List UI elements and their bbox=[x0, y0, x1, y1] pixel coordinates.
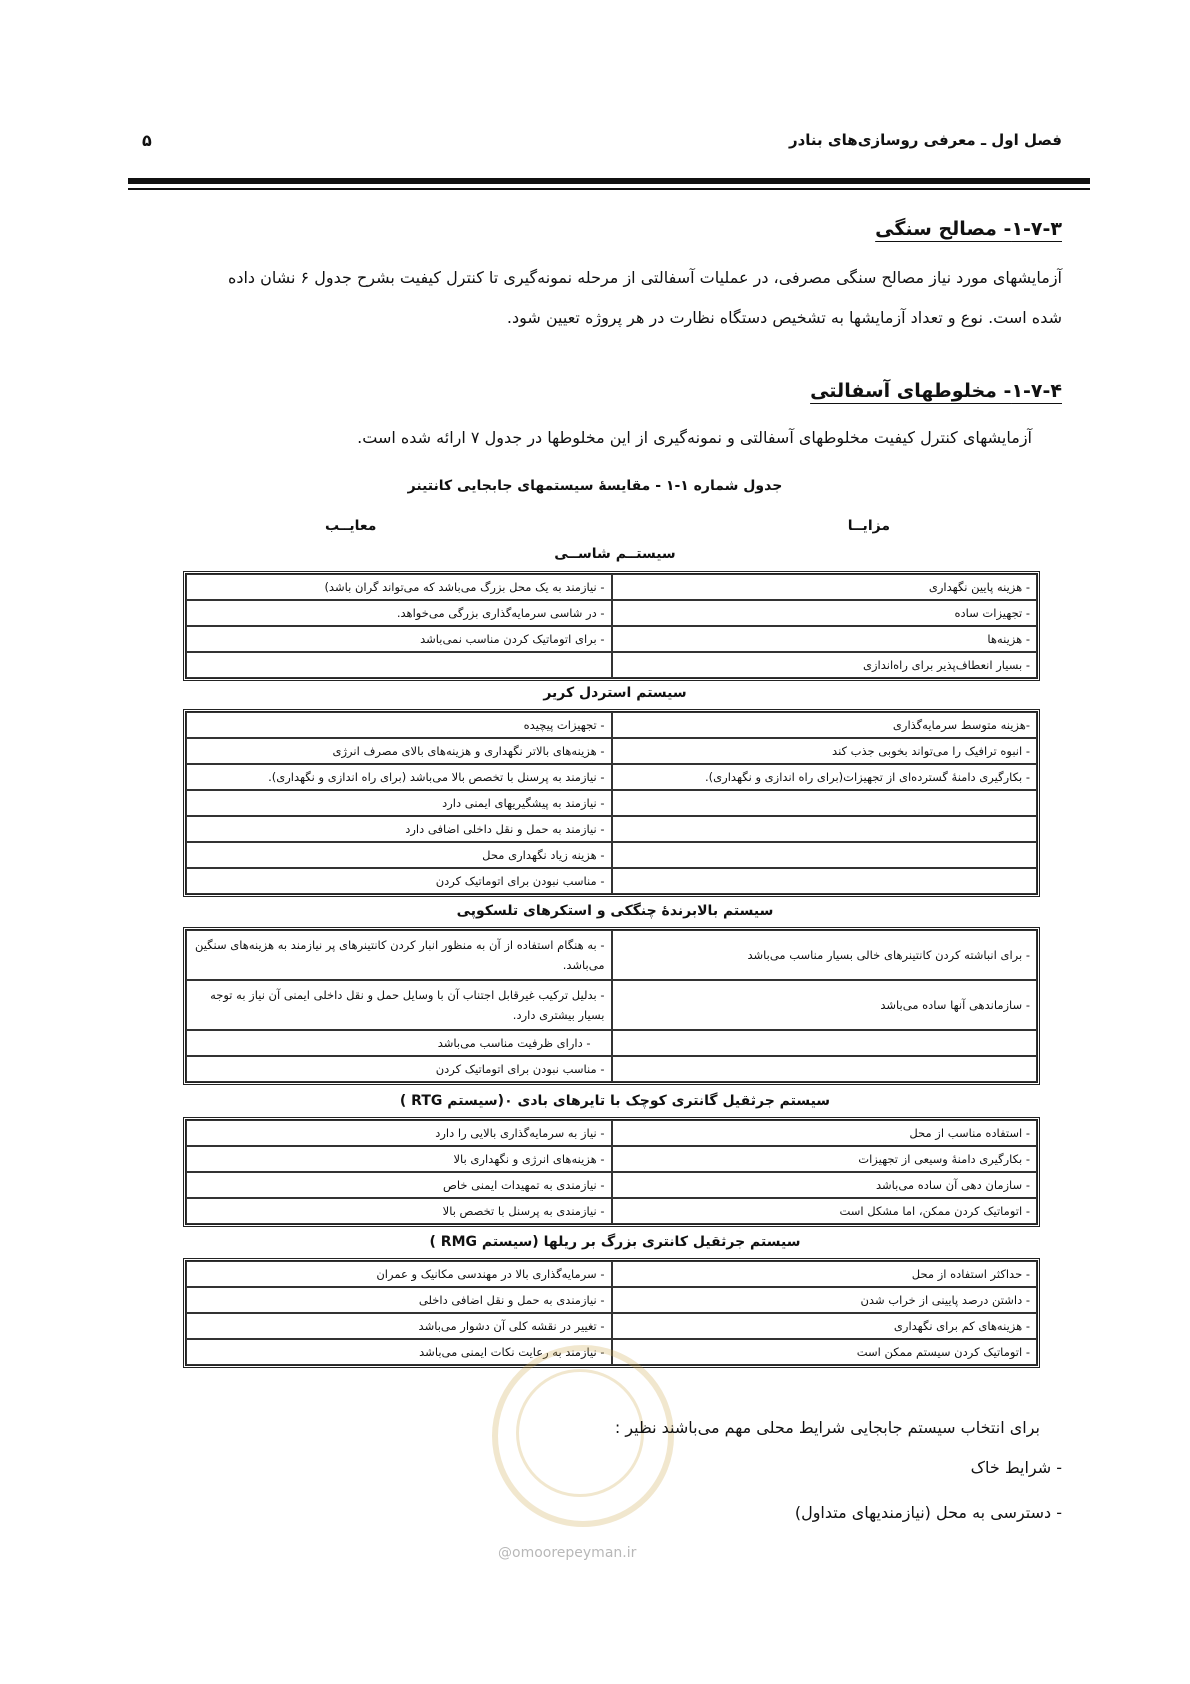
advantage-cell: - هزینه‌های کم برای نگهداری bbox=[612, 1313, 1038, 1339]
table-row bbox=[186, 764, 1037, 790]
column-header-advantages: مزایــا bbox=[847, 518, 890, 534]
disadvantage-cell: - تجهیزات پیچیده bbox=[186, 712, 612, 738]
advantage-cell bbox=[612, 1030, 1038, 1056]
paragraph-line: آزمایشهای کنترل کیفیت مخلوطهای آسفالتی و نمونه‌گیری از این مخلوطها در جدول ۷ ارائه شده است. bbox=[357, 428, 1032, 447]
advantage-cell: - برای انباشته کردن کانتینرهای خالی بسیار مناسب می‌باشد bbox=[612, 930, 1038, 980]
section-heading-asphalt-mixtures: ۱-۷-۴- مخلوطهای آسفالتی bbox=[810, 380, 1062, 402]
advantage-cell: - انبوه ترافیک را می‌تواند بخوبی جذب کند bbox=[612, 738, 1038, 764]
table-row bbox=[186, 868, 1037, 894]
disadvantage-cell: - بدلیل ترکیب غیرقابل اجتناب آن با وسایل حمل و نقل داخلی ایمنی آن نیاز به توجه بسیار بیشتری دارد. bbox=[186, 980, 612, 1030]
table-row bbox=[186, 1120, 1037, 1146]
system-title: سیستم استردل کریر bbox=[543, 685, 687, 701]
disadvantage-cell: - در شاسی سرمایه‌گذاری بزرگی می‌خواهد. bbox=[186, 600, 612, 626]
advantage-cell: - بکارگیری دامنهٔ گسترده‌ای از تجهیزات(برای راه اندازی و نگهداری). bbox=[612, 764, 1038, 790]
system-title: سیستم جرثقیل گانتری کوچک با تایرهای بادی ۰(سیستم RTG ) bbox=[399, 1093, 831, 1109]
closing-intro: برای انتخاب سیستم جابجایی شرایط محلی مهم می‌باشند نظیر : bbox=[614, 1418, 1040, 1437]
table-row bbox=[186, 626, 1037, 652]
disadvantage-cell: - تغییر در نقشه کلی آن دشوار می‌باشد bbox=[186, 1313, 612, 1339]
advantage-cell bbox=[612, 816, 1038, 842]
advantage-cell: - هزینه پایین نگهداری bbox=[612, 574, 1038, 600]
watermark-url: @omoorepeyman.ir bbox=[498, 1545, 637, 1561]
comparison-table bbox=[183, 571, 1040, 681]
list-item: - شرایط خاک bbox=[970, 1458, 1062, 1477]
table-row bbox=[186, 1313, 1037, 1339]
advantage-cell: - حداکثر استفاده از محل bbox=[612, 1261, 1038, 1287]
advantage-cell: - اتوماتیک کردن ممکن، اما مشکل است bbox=[612, 1198, 1038, 1224]
table-row bbox=[186, 1146, 1037, 1172]
advantage-cell: - بکارگیری دامنهٔ وسیعی از تجهیزات bbox=[612, 1146, 1038, 1172]
disadvantage-cell: - نیازمند به یک محل بزرگ می‌باشد که می‌تواند گران باشد) bbox=[186, 574, 612, 600]
disadvantage-cell: - نیازمند به حمل و نقل داخلی اضافی دارد bbox=[186, 816, 612, 842]
advantage-cell bbox=[612, 1056, 1038, 1082]
disadvantage-cell: - نیازمندی به پرسنل با تخصص بالا bbox=[186, 1198, 612, 1224]
table-row bbox=[186, 712, 1037, 738]
paragraph-line: آزمایشهای مورد نیاز مصالح سنگی مصرفی، در عملیات آسفالتی از مرحله نمونه‌گیری تا کنترل کیفیت بشرح جدول ۶ نشان داده bbox=[227, 268, 1062, 287]
comparison-table bbox=[183, 709, 1040, 897]
disadvantage-cell: - هزینه‌های انرژی و نگهداری بالا bbox=[186, 1146, 612, 1172]
table-row bbox=[186, 980, 1037, 1030]
disadvantage-cell: - مناسب نبودن برای اتوماتیک کردن bbox=[186, 1056, 612, 1082]
table-row bbox=[186, 816, 1037, 842]
disadvantage-cell: - هزینه زیاد نگهداری محل bbox=[186, 842, 612, 868]
advantage-cell: - سازماندهی آنها ساده می‌باشد bbox=[612, 980, 1038, 1030]
table-row bbox=[186, 1261, 1037, 1287]
system-title: سیستم جرثقیل کانتری بزرگ بر ریلها (سیستم RMG ) bbox=[429, 1234, 801, 1250]
advantage-cell bbox=[612, 790, 1038, 816]
comparison-table bbox=[183, 1117, 1040, 1227]
paragraph-line: شده است. نوع و تعداد آزمایشها به تشخیص دستگاه نظارت در هر پروژه تعیین شود. bbox=[506, 308, 1062, 327]
comparison-table bbox=[183, 927, 1040, 1085]
header-rule-thin bbox=[128, 188, 1090, 190]
table-row bbox=[186, 652, 1037, 678]
header-rule-thick bbox=[128, 178, 1090, 184]
disadvantage-cell: - مناسب نبودن برای اتوماتیک کردن bbox=[186, 868, 612, 894]
advantage-cell: - داشتن درصد پایینی از خراب شدن bbox=[612, 1287, 1038, 1313]
page-number: ۵ bbox=[142, 131, 152, 150]
disadvantage-cell: - هزینه‌های بالاتر نگهداری و هزینه‌های بالای مصرف انرژی bbox=[186, 738, 612, 764]
table-row bbox=[186, 1056, 1037, 1082]
table-row bbox=[186, 1172, 1037, 1198]
disadvantage-cell: - نیاز به سرمایه‌گذاری بالایی را دارد bbox=[186, 1120, 612, 1146]
disadvantage-cell: - به هنگام استفاده از آن به منظور انبار کردن کانتینرهای پر نیازمند به هزینه‌های سنگین می‌باشد. bbox=[186, 930, 612, 980]
advantage-cell: - سازمان دهی آن ساده می‌باشد bbox=[612, 1172, 1038, 1198]
disadvantage-cell: - سرمایه‌گذاری بالا در مهندسی مکانیک و عمران bbox=[186, 1261, 612, 1287]
system-title: سیستم بالابرندهٔ چنگکی و استکرهای تلسکوپی bbox=[456, 903, 774, 919]
disadvantage-cell: - برای اتوماتیک کردن مناسب نمی‌باشد bbox=[186, 626, 612, 652]
advantage-cell: - تجهیزات ساده bbox=[612, 600, 1038, 626]
advantage-cell bbox=[612, 842, 1038, 868]
disadvantage-cell: - دارای ظرفیت مناسب می‌باشد bbox=[186, 1030, 612, 1056]
disadvantage-cell: - نیازمندی به تمهیدات ایمنی خاص bbox=[186, 1172, 612, 1198]
disadvantage-cell bbox=[186, 652, 612, 678]
table-caption: جدول شماره ۱-۱ - مقایسهٔ سیستمهای جابجایی کانتینر bbox=[407, 478, 783, 494]
table-row bbox=[186, 1287, 1037, 1313]
advantage-cell: -هزینه متوسط سرمایه‌گذاری bbox=[612, 712, 1038, 738]
advantage-cell: - هزینه‌ها bbox=[612, 626, 1038, 652]
table-row bbox=[186, 574, 1037, 600]
table-row bbox=[186, 842, 1037, 868]
disadvantage-cell: - نیازمند به پرسنل با تخصص بالا می‌باشد (برای راه اندازی و نگهداری). bbox=[186, 764, 612, 790]
disadvantage-cell: - نیازمند به رعایت نکات ایمنی می‌باشد bbox=[186, 1339, 612, 1365]
table-row bbox=[186, 930, 1037, 980]
table-row bbox=[186, 600, 1037, 626]
table-row bbox=[186, 738, 1037, 764]
advantage-cell: - بسیار انعطاف‌پذیر برای راه‌اندازی bbox=[612, 652, 1038, 678]
chapter-title: فصل اول ـ معرفی روسازی‌های بنادر bbox=[788, 131, 1062, 149]
advantage-cell bbox=[612, 868, 1038, 894]
section-heading-stone-materials: ۱-۷-۳- مصالح سنگی bbox=[875, 218, 1062, 240]
advantage-cell: - اتوماتیک کردن سیستم ممکن است bbox=[612, 1339, 1038, 1365]
table-row bbox=[186, 1198, 1037, 1224]
table-row bbox=[186, 1030, 1037, 1056]
advantage-cell: - استفاده مناسب از محل bbox=[612, 1120, 1038, 1146]
disadvantage-cell: - نیازمند به پیشگیریهای ایمنی دارد bbox=[186, 790, 612, 816]
table-row bbox=[186, 790, 1037, 816]
system-title: سیستــم شاســی bbox=[554, 546, 676, 562]
disadvantage-cell: - نیازمندی به حمل و نقل اضافی داخلی bbox=[186, 1287, 612, 1313]
column-header-disadvantages: معایــب bbox=[325, 518, 377, 534]
list-item: - دسترسی به محل (نیازمندیهای متداول) bbox=[794, 1503, 1062, 1522]
